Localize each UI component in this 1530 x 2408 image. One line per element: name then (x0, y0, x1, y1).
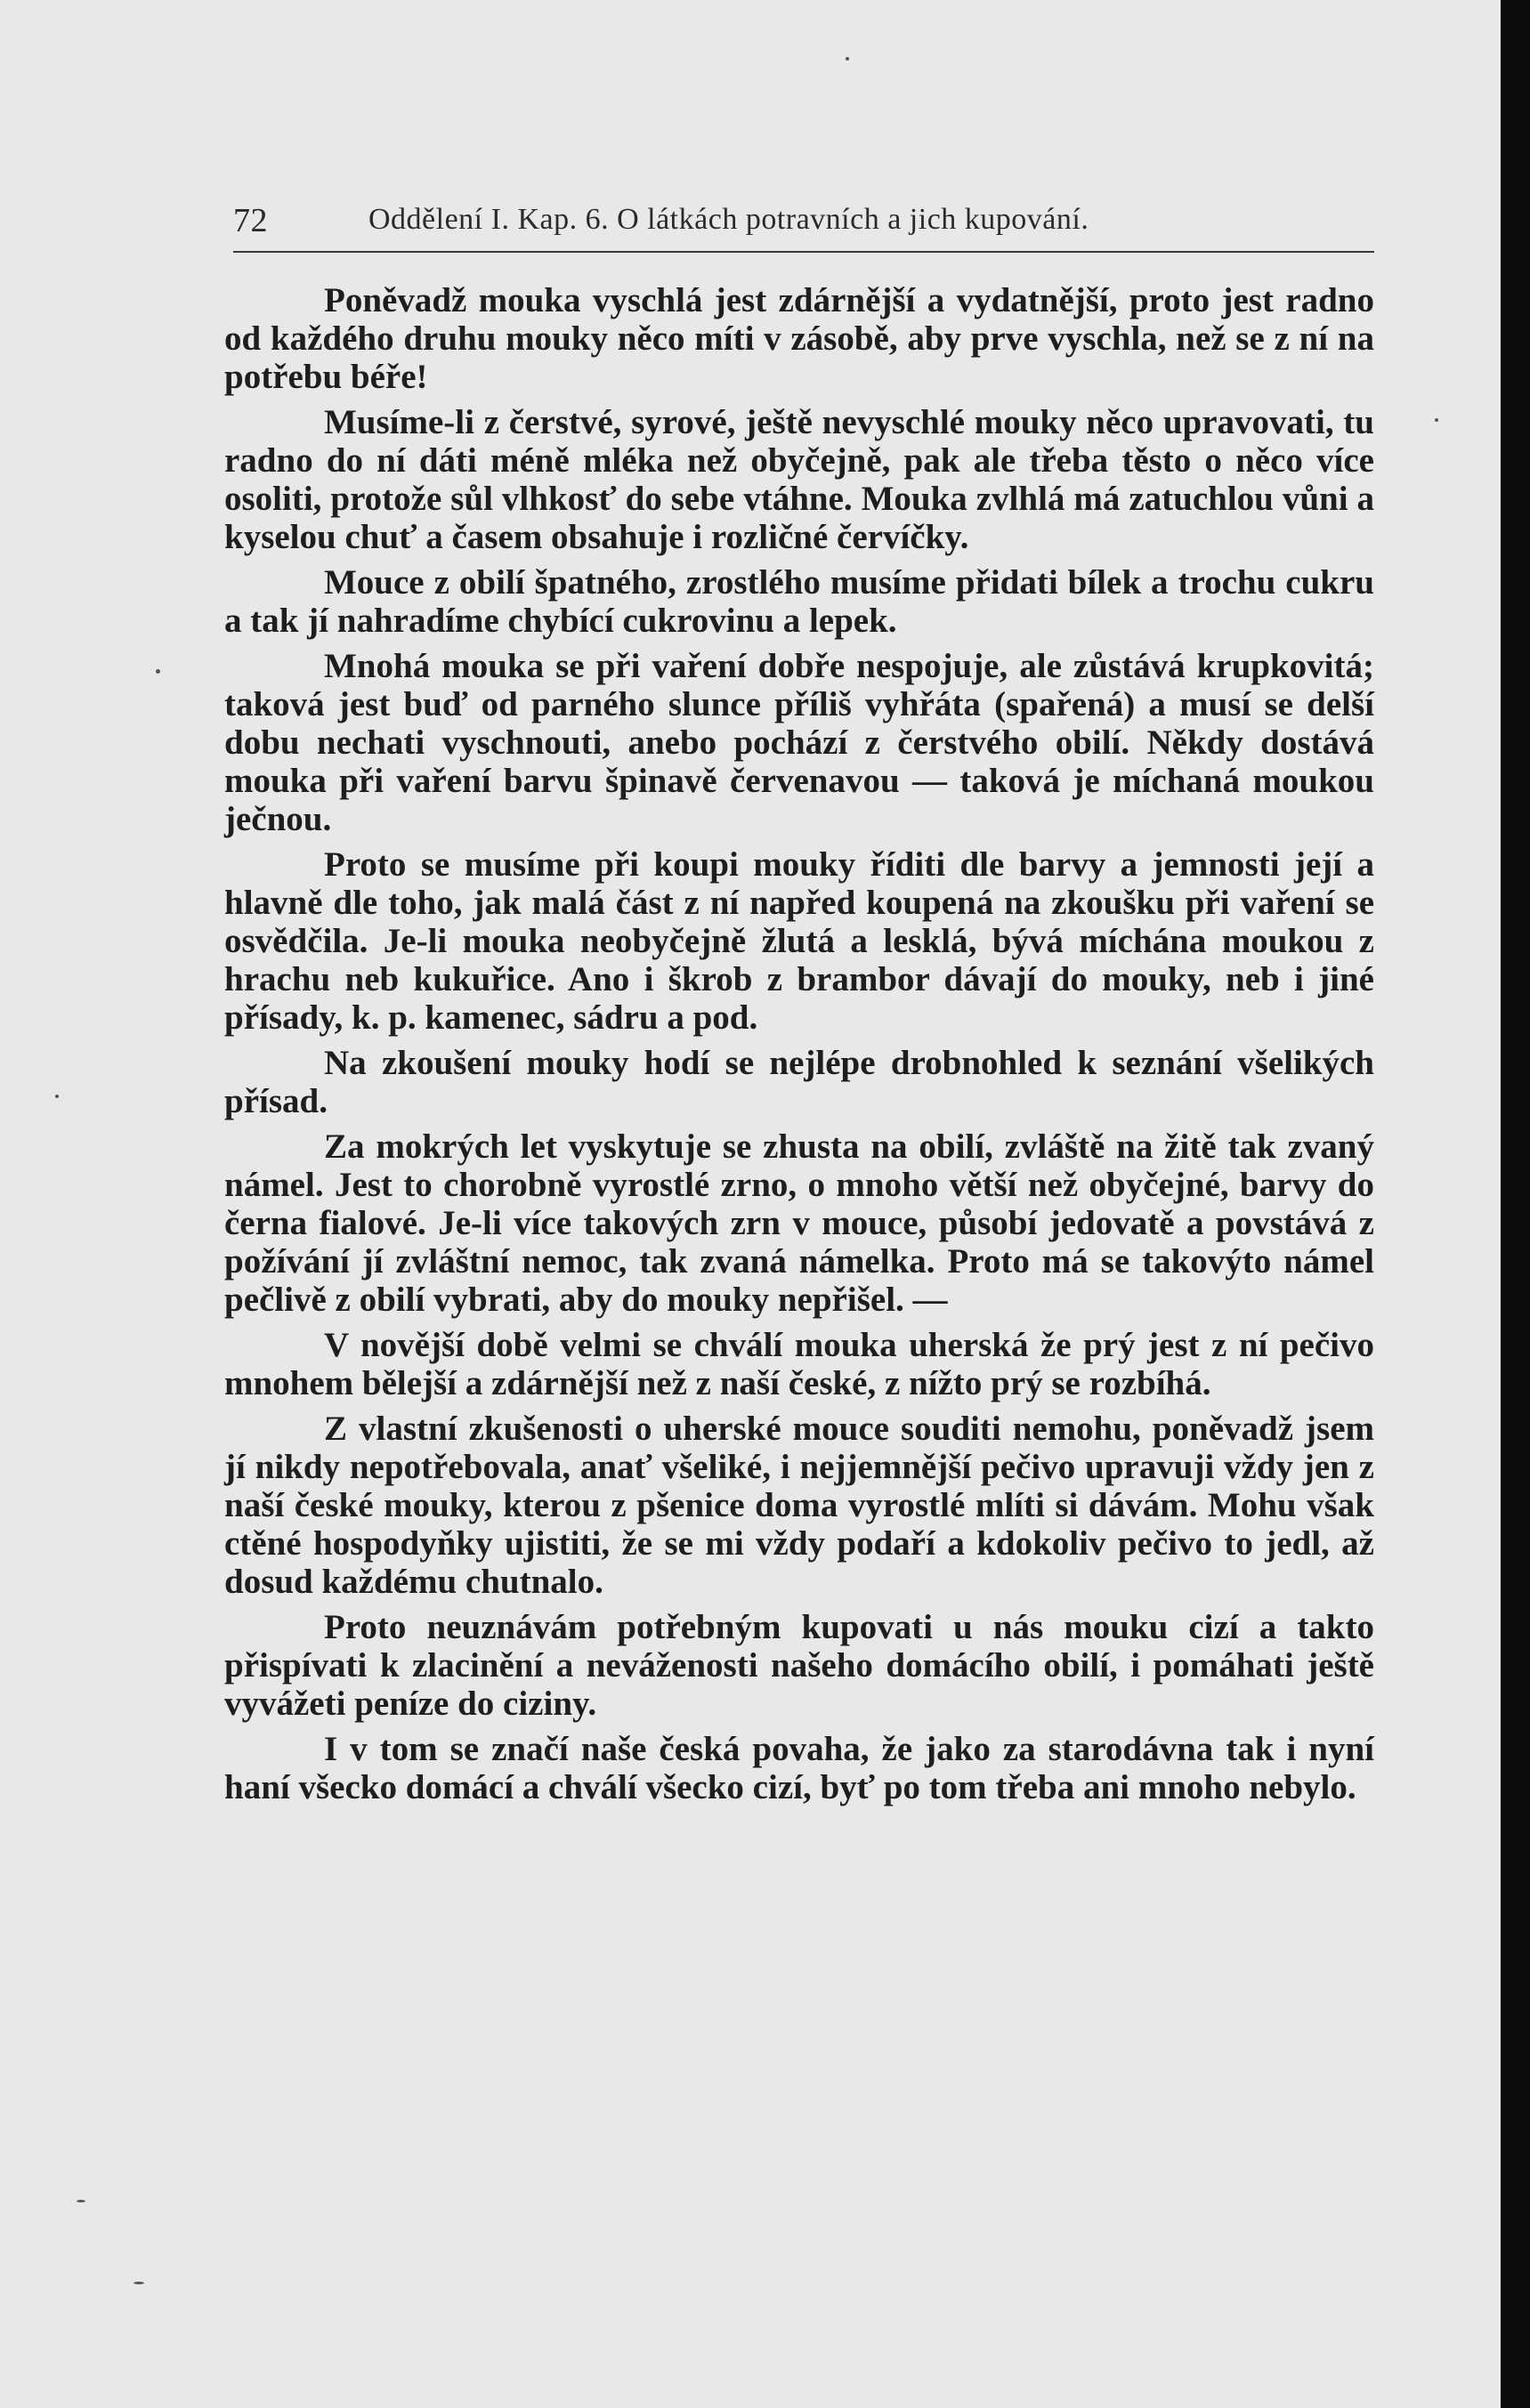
running-title: Oddělení I. Kap. 6. O látkách potravních a jich kupování. (368, 203, 1089, 236)
paragraph: Mnohá mouka se při vaření dobře nespojuje, ale zůstává krupkovitá; taková jest buď od parného slunce příliš vyhřáta (spařená) a musí se delší dobu nechati vyschnouti, anebo pochází z čerstvého obilí. Někdy dostává mouka při vaření barvu špinavě červenavou — taková je míchaná moukou ječnou. (224, 647, 1374, 838)
page-number: 72 (233, 202, 268, 239)
scan-speck (1435, 418, 1438, 422)
header-rule (233, 251, 1374, 253)
scan-speck (77, 2200, 85, 2202)
scan-speck (55, 1095, 59, 1098)
page-header (233, 201, 1374, 247)
paragraph: Na zkoušení mouky hodí se nejlépe drobnohled k seznání všelikých přísad. (224, 1044, 1374, 1120)
scan-speck (156, 669, 160, 674)
paragraph: Proto neuznávám potřebným kupovati u nás mouku cizí a takto přispívati k zlacinění a neváženosti našeho domácího obilí, i pomáhati ještě vyvážeti peníze do ciziny. (224, 1608, 1374, 1723)
paragraph: Poněvadž mouka vyschlá jest zdárnější a vydatnější, proto jest radno od každého druhu mouky něco míti v zásobě, aby prve vyschla, než se z ní na potřebu béře! (224, 281, 1374, 396)
scan-speck (846, 57, 849, 61)
scan-border (1501, 0, 1530, 2408)
paragraph: Mouce z obilí špatného, zrostlého musíme přidati bílek a trochu cukru a tak jí nahradíme chybící cukrovinu a lepek. (224, 563, 1374, 640)
paragraph: Musíme-li z čerstvé, syrové, ještě nevyschlé mouky něco upravovati, tu radno do ní dáti méně mléka než obyčejně, pak ale třeba těsto o něco více osoliti, protože sůl vlhkosť do sebe vtáhne. Mouka zvlhlá má zatuchlou vůni a kyselou chuť a časem obsahuje i rozličné červíčky. (224, 403, 1374, 556)
paragraph: I v tom se značí naše česká povaha, že jako za starodávna tak i nyní haní všecko domácí a chválí všecko cizí, byť po tom třeba ani mnoho nebylo. (224, 1730, 1374, 1806)
scan-speck (134, 2282, 144, 2284)
paragraph: V novější době velmi se chválí mouka uherská že prý jest z ní pečivo mnohem bělejší a zdárnější než z naší české, z nížto prý se rozbíhá. (224, 1326, 1374, 1402)
paragraph: Z vlastní zkušenosti o uherské mouce souditi nemohu, poněvadž jsem jí nikdy nepotřebovala, anať všeliké, i nejjemnější pečivo upravuji vždy jen z naší české mouky, kterou z pšenice doma vyrostlé mlíti si dávám. Mohu však ctěné hospodyňky ujistiti, že se mi vždy podaří a kdokoliv pečivo to jedl, až dosud každému chutnalo. (224, 1410, 1374, 1601)
paragraph: Za mokrých let vyskytuje se zhusta na obilí, zvláště na žitě tak zvaný námel. Jest to chorobně vyrostlé zrno, o mnoho větší než obyčejné, barvy do černa fialové. Je-li více takových zrn v mouce, působí jedovatě a povstává z požívání jí zvláštní nemoc, tak zvaná námelka. Proto má se takovýto námel pečlivě z obilí vybrati, aby do mouky nepřišel. — (224, 1127, 1374, 1319)
paragraph: Proto se musíme při koupi mouky říditi dle barvy a jemnosti její a hlavně dle toho, jak malá část z ní napřed koupená na zkoušku při vaření se osvědčila. Je-li mouka neobyčejně žlutá a lesklá, bývá míchána moukou z hrachu neb kukuřice. Ano i škrob z brambor dávají do mouky, neb i jiné přísady, k. p. kamenec, sádru a pod. (224, 845, 1374, 1037)
body-text (224, 281, 1374, 1814)
